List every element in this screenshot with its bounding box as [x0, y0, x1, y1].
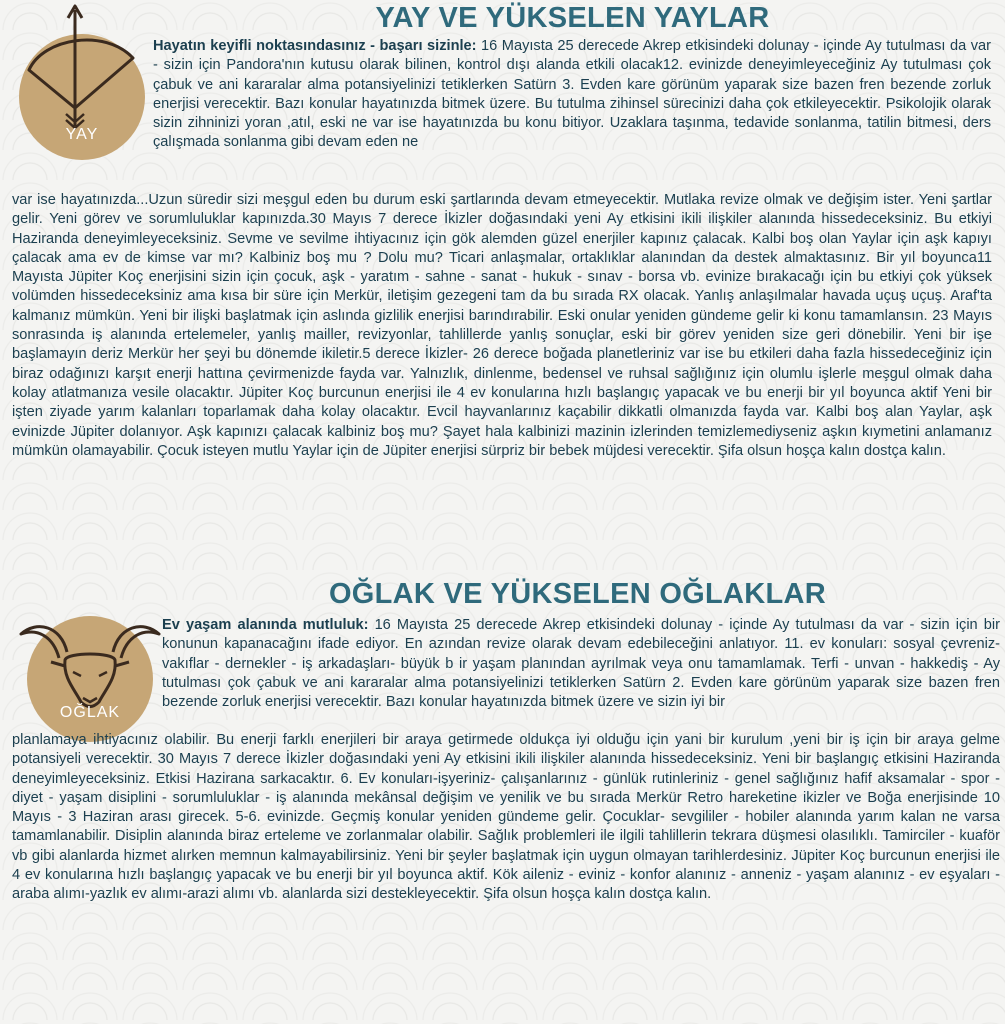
capricorn-text-top: 16 Mayısta 25 derecede Akrep etkisindeki dolunay - içinde Ay tutulması da var - sizin için bir konunun kapanacağını ifade ediyor. En azından revize olarak devam edebileceğini anlatıyor. 11. ev konuları: sosyal çevreniz-vakıflar - dernekler - iş arkadaşları- büyük b ir yaşam planından ayrılmak veya onu tamamlamak. Terfi - unvan - hakkediş - Ay tutulması çok çabuk ve ani kararalar alma potansiyelinizi tetiklerken Satürn 2. Evden kare görünüm yaparak size bazen fren bezende zorluk enerjisi verecektir. Bazı konular hayatınızda bitmek üzere ve sizin iyi bir	[162, 617, 1000, 711]
capricorn-body-paragraph: planlamaya ihtiyacınız olabilir. Bu enerji farklı enerjileri bir araya getirmede oldukça iyi olduğu için yani bir kurulum ,yeni bir iş için bir araya gelme potansiyeli verecektir. 30 Mayıs 7 derece İkizler doğasındaki yeni Ay etkisini ikili ilişkiler alanında hissedeceksiniz. Yeni bir başlangıç etkisini Haziranda deneyimleyeceksiniz. Etkisi Hazirana sarkacaktır. 6. Ev konuları-işyeriniz- çalışanlarınız - günlük rutinleriniz - genel sağlığınız hafif aksamalar - spor - diyet - yaşam disiplini - sorumluluklar - iş alanında mekânsal değişim ve yenilik ve bu sırada Merkür Retro hareketine ikizler ve Boğa enerjisinde 10 Mayıs - 3 Haziran arası girecek. 5-6. evinizde. Geçmiş konular yeniden gündeme gelir. Çocuklar- sevgililer - hobiler alanında yarım kalan ne varsa tamamlanabilir. Disiplin alanında biraz erteleme ve zorlanmalar olabilir. Sağlık problemleri ile ilgili tahlillerin tekrara düşmesi olasılıklı. Tamirciler - kuaför vb gibi alanlarda hizmet alırken memnun kalmayabilirsiniz. Yeni bir şeyler başlatmak için uygun olmayan tarihlerdesiniz. Jüpiter Koç burcunun enerjisi ile 4 ev konularına hızlı başlangıç yapacak ve bu enerji bir yıl boyunca aktif. Kök aileniz - eviniz - konfor alanınız - anneniz - yaşam alanınız - ev eşyaları - araba alımı-yazlık ev alımı-arazi alımı vb. alanlarda sizi destekleyecektir. Şifa olsun hoşça kalın dostça kalın.	[12, 732, 1000, 903]
sagittarius-lead: Hayatın keyifli noktasındasınız - başarı sizinle:	[153, 38, 477, 54]
section-title-sagittarius: YAY VE YÜKSELEN YAYLAR	[375, 2, 770, 34]
sagittarius-badge	[19, 34, 145, 160]
sagittarius-body-paragraph: var ise hayatınızda...Uzun süredir sizi meşgul eden bu durum eski şartlarında devam etmeyecektir. Mutlaka revize olmak ve değişim ister. Yeni şartlar gelir. Yeni görev ve sorumluluklar kapınızda.30 Mayıs 7 derece İkizler doğasındaki yeni Ay etkisini ikili ilişkiler alanında hissedeceksiniz. Bu etkiyi Haziranda deneyimleyeceksiniz. Sevme ve sevilme ihtiyacınız için gök alemden güzel enerjiler kapınız çalacak. Kalbi boş olan Yaylar için aşk kapıyı çalacak ama ev de kimse var mı? Kalbiniz boş mu ? Dolu mu? Ticari anlaşmalar, ortaklıklar alanından da destek almaktasınız. Bir yıl boyunca11 Mayısta Jüpiter Koç enerjisini sizin için çocuk, aşk - yaratım - sahne - sanat - hukuk - sınav - borsa vb. evinize bırakacağı için bu etkiyi çok yüksek volümden hissedeceksiniz ama kısa bir süre için Merkür, iletişim gezegeni tam da bu sırada RX olacak. Yanlış anlaşılmalar havada uçuş uçuş. Araf'ta kalmanız mümkün. Yeni bir ilişki başlatmak için aslında gizlilik enerjisi barındırabilir. Eski onular yeniden gündeme gelir ki konu tamamlansın. 23 Mayıs sonrasında iş alanında ertelemeler, yanlış mailler, revizyonlar, tahlillerde yanlış sonuçlar, eski bir görev yeniden size geri dönebilir. Yeni bir işe başlamayın deriz Merkür her şeyi bu dönemde ikiletir.5 derece İkizler- 26 derece boğada planetleriniz var ise bu etkileri daha fazla hissedeceğiniz için biraz odağınızı karşıt enerji hattına çevirmenizde fayda var. Yalnızlık, dinlenme, bedensel ve ruhsal sağlığınız için olumlu işlerle meşgul olmak daha kolay atlatmanıza vesile olacaktır. Jüpiter Koç burcunun enerjisi ile 4 ev konularına hızlı başlangıç yapacak ve bu enerji bir yıl boyunca aktif Yeni bir işten ziyade yarım kalanları toparlamak daha kolay olacaktır. Evcil hayvanlarınız kaçabilir dikkatli olmanızda fayda var. Kalbi boş alan Yaylar, aşk evinizde Jüpiter dolanıyor. Aşk kapınızı çalacak kalbiniz boş mu? Şayet hala kalbinizi mazinin izlerinden temizlemediyseniz aşkın kıymetini anlamanız mümkün olamayabilir. Çocuk isteyen mutlu Yaylar için de Jüpiter enerjisi sürpriz bir bebek müjdesi verecektir. Şifa olsun hoşça kalın dostça kalın.	[12, 192, 992, 459]
capricorn-goat-icon	[27, 616, 153, 742]
capricorn-lead: Ev yaşam alanında mutluluk:	[162, 617, 369, 633]
badge-label: YAY	[65, 126, 99, 143]
capricorn-intro-paragraph	[162, 616, 1000, 712]
badge-label: OĞLAK	[59, 704, 121, 721]
sagittarius-intro-paragraph	[153, 37, 991, 153]
section-title-capricorn: OĞLAK VE YÜKSELEN OĞLAKLAR	[328, 578, 827, 610]
sagittarius-text-top: 16 Mayısta 25 derecede Akrep etkisindeki dolunay - içinde Ay tutulması da var - sizin için Pandora'nın kutusu olarak bilinen, kontrol dışı alanda etkili olacak12. evinizde deneyimleyeceğiniz Ay tutulması çok çabuk ve ani kararalar alma potansiyelinizi tetiklerken Satürn 3. Evden kare görünüm yaparak size bazen fren bezende zorluk enerjisi verecektir. Bazı konular hayatınızda bitmek üzere. Bu tutulma zihinsel sürecinizi daha çok etkileyecektir. Psikolojik olarak sizin zihninizi yoran ,atıl, eski ne var ise hayatınızda bu konu bitiyor. Uzaklara taşınma, tedavide sonlanma, tatilin bitmesi, ders çalışmada sonlanma gibi devam eden ne	[153, 38, 991, 151]
capricorn-badge	[27, 616, 153, 742]
